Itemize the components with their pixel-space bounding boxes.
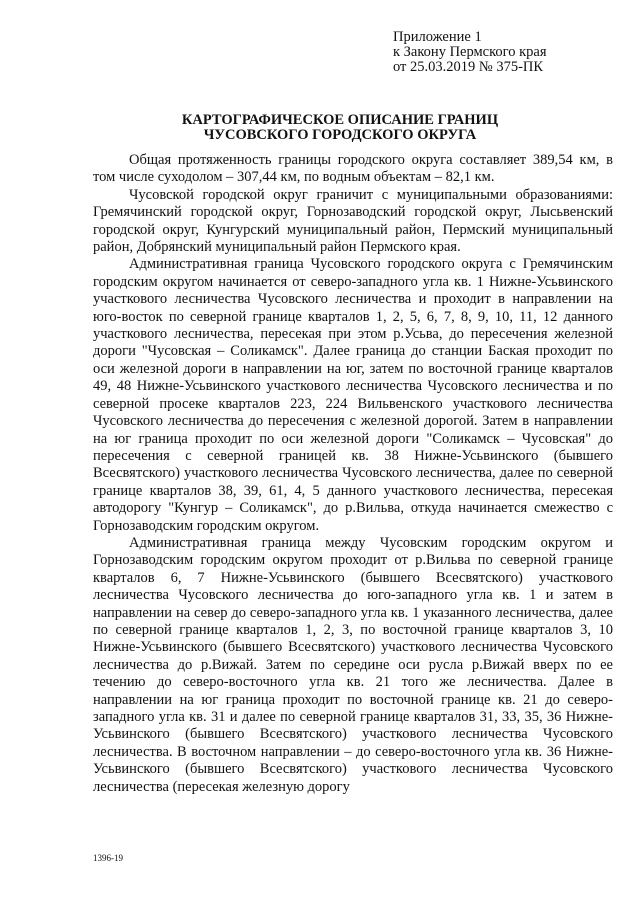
document-title bbox=[90, 113, 590, 143]
document-code: 1396-19 bbox=[93, 853, 123, 863]
law-date-line: от 25.03.2019 № 375-ПК bbox=[393, 59, 544, 75]
paragraph-boundary-gremyachinsk: Административная граница Чусовского городского округа с Гремячинским городским округом начинается от северо-западного угла кв. 1 Нижне-Усьвинского участкового лесничества Чусовского лесничества и проходит в направлении на юго-восток по северной границе кварталов 1, 2, 5, 6, 7, 8, 9, 10, 11, 12 данного участкового лесничества, пересекая при этом р.Усьва, до пересечения железной дороги "Чусовская – Соликамск". Далее граница до станции Баская проходит по оси железной дороги в направлении на юг, затем по восточной границе кварталов 49, 48 Нижне-Усьвинского участкового лесничества Чусовского лесничества и по северной просеке кварталов 223, 224 Вильвенского участкового лесничества Чусовского лесничества до пересечения с железной дорогой. Затем в направлении на юг граница проходит по оси железной дороги "Соликамск – Чусовская" до пересечения с северной границей кв. 38 Нижне-Усьвинского (бывшего Всесвятского) участкового лесничества Чусовского лесничества, далее по северной границе кварталов 38, 39, 61, 4, 5 данного участкового лесничества, пересекая автодорогу "Кунгур – Соликамск", до р.Вильва, откуда начинается смежество с Горнозаводским городским округом. bbox=[93, 256, 613, 534]
appendix-header bbox=[393, 30, 623, 75]
title-line-2: ЧУСОВСКОГО ГОРОДСКОГО ОКРУГА bbox=[203, 127, 477, 143]
appendix-line: Приложение 1 bbox=[393, 29, 482, 45]
paragraph-boundary-gornozavodsk: Административная граница между Чусовским городским округом и Горнозаводским городским округом проходит от р.Вильва по северной границе кварталов 6, 7 Нижне-Усьвинского (бывшего Всесвятского) участкового лесничества Чусовского лесничества до юго-западного угла кв. 1 и затем в направлении на север до северо-западного угла кв. 1 указанного лесничества, далее по северной границе кварталов 1, 2, 3, по восточной границе кварталов 3, 10 Нижне-Усьвинского (бывшего Всесвятского) участкового лесничества Чусовского лесничества до р.Вижай. Затем по середине оси русла р.Вижай вверх по ее течению до северо-восточного угла кв. 21 того же лесничества. Далее в направлении на юг граница проходит по восточной границе кв. 21 до северо-западного угла кв. 31 и далее по северной границе кварталов 31, 33, 35, 36 Нижне-Усьвинского (бывшего Всесвятского) участкового лесничества Чусовского лесничества. В восточном направлении – до северо-восточного угла кв. 36 Нижне-Усьвинского (бывшего Всесвятского) участкового лесничества Чусовского лесничества (пересекая железную дорогу bbox=[93, 534, 613, 795]
law-reference-line: к Закону Пермского края bbox=[393, 44, 547, 60]
document-body bbox=[93, 152, 613, 796]
paragraph-total-length: Общая протяженность границы городского округа составляет 389,54 км, в том числе суходолом – 307,44 км, по водным объектам – 82,1 км. bbox=[93, 152, 613, 186]
title-line-1: КАРТОГРАФИЧЕСКОЕ ОПИСАНИЕ ГРАНИЦ bbox=[181, 112, 499, 128]
paragraph-neighbors: Чусовской городской округ граничит с муниципальными образованиями: Гремячинский городской округ, Горнозаводский городской округ, Лысьвенский городской округ, Кунгурский муниципальный район, Пермский муниципальный район, Добрянский муниципальный район Пермского края. bbox=[93, 186, 613, 256]
